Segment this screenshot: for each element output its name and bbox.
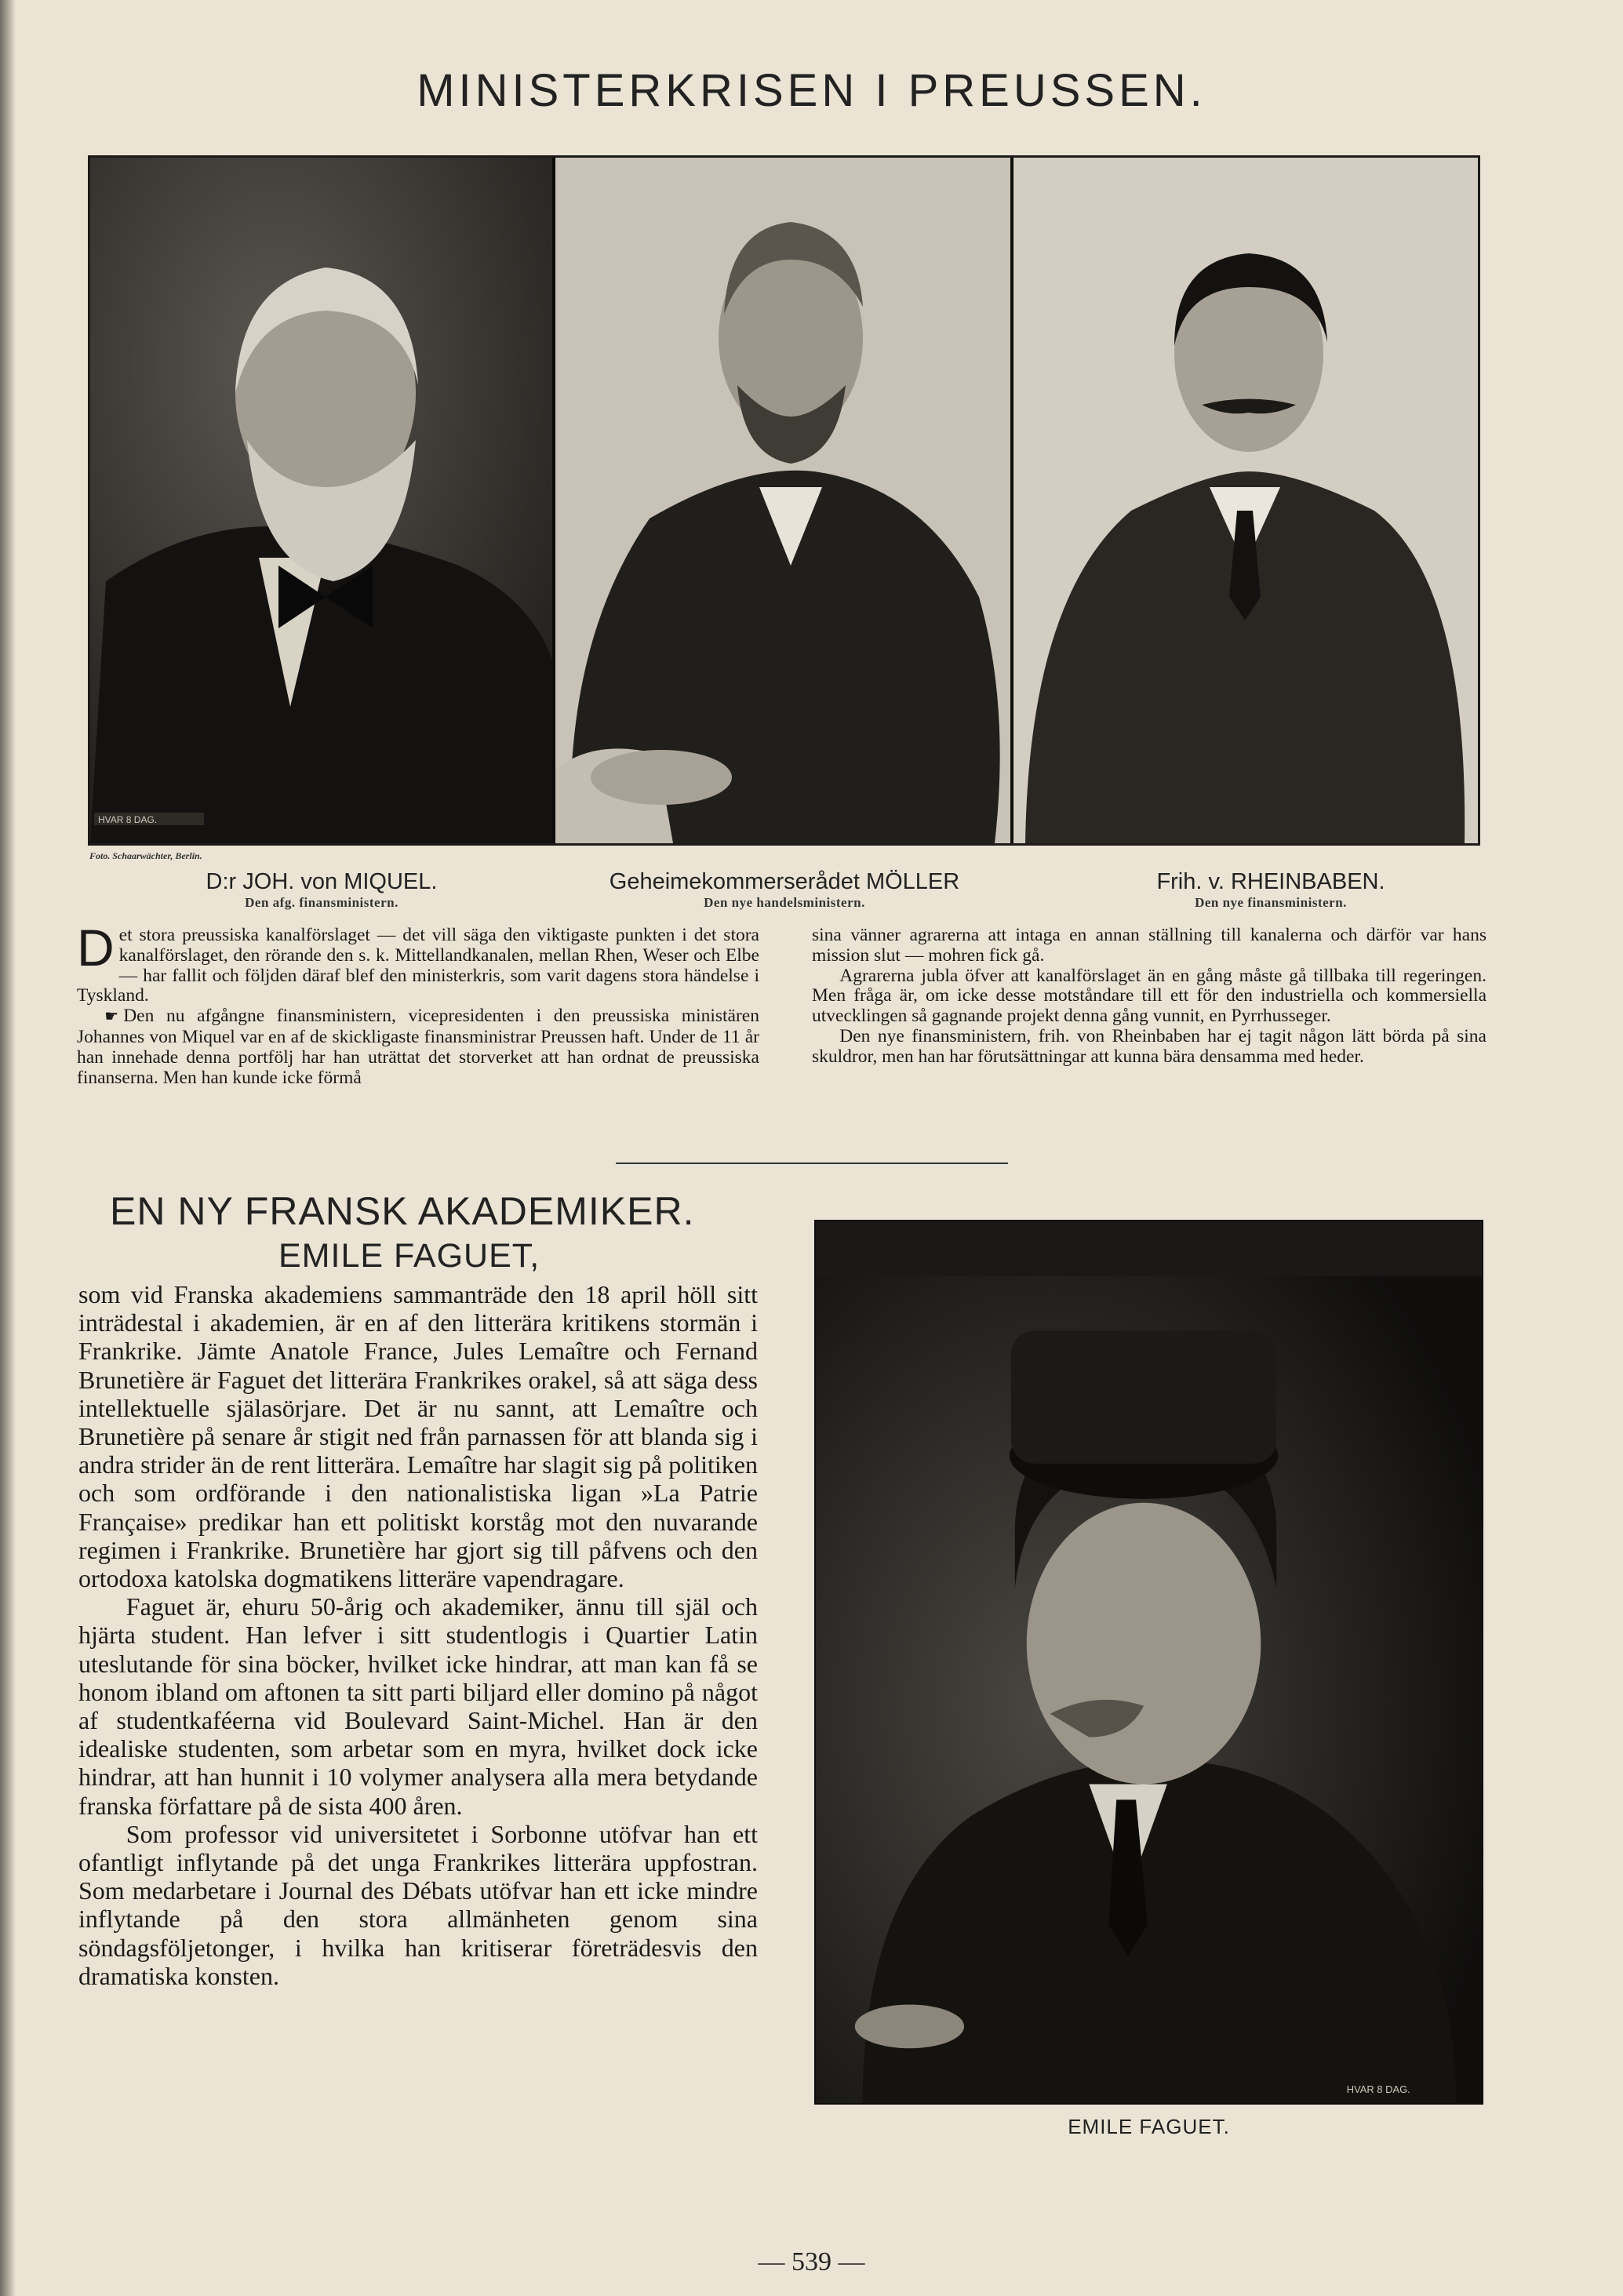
crisis-paragraph-2: Den nu afgångne finansministern, vicepresidenten i den preussiska ministären Johannes von Miquel var en af de skickligaste finansministrar Preussen haft. Under de 11 år han innehade denna portfölj har han uträttat det storverket att han ordnat de preussiska finanserna. Men han kunde icke förmå [77, 1006, 759, 1088]
page-number: — 539 — [758, 2247, 865, 2276]
caption-miquel-name: D:r JOH. von MIQUEL. [206, 869, 438, 894]
faguet-portrait-image [816, 1221, 1482, 2103]
photo-credit: Foto. Schaarwächter, Berlin. [89, 850, 202, 861]
portrait-panel [88, 155, 1480, 846]
akademiker-subheading: EMILE FAGUET, [278, 1237, 540, 1275]
crisis-paragraph-1: et stora preussiska kanalförslaget — det vill säga den viktigaste punkten i det stora kanalförslaget, den rörande den s. k. Mittellandkanalen, mellan Rhen, Weser och Elbe — har fallit och följden däraf blef den ministerkris, som varit dagens stora händelse i Tyskland. [77, 925, 759, 1006]
portrait-miquel-image [90, 158, 552, 843]
binding-edge [0, 0, 16, 2296]
caption-miquel-subtitle: Den afg. finansministern. [245, 895, 398, 911]
section-divider [616, 1163, 1008, 1164]
caption-moller [549, 869, 1020, 911]
portrait-miquel [90, 158, 552, 843]
crisis-column-right [812, 926, 1487, 1068]
dropcap: D [77, 919, 115, 977]
crisis-paragraph-4: Agrarerna jubla öfver att kanalförslaget än en gång måste gå tillbaka till regeringen. Men fråga är, om icke desse motståndare till ett för den industriella och kommersiella utvecklingen så gagnande projekt denna gång vunnit, en Pyrrhusseger. [812, 965, 1487, 1027]
caption-moller-name: Geheimekommerserådet MÖLLER [609, 869, 960, 894]
crisis-paragraph-5: Den nye finansministern, frih. von Rheinbaben har ej tagit någon lätt börda på sina skuldror, men han har förutsättningar att kunna bära densamma med heder. [812, 1025, 1487, 1067]
akademiker-paragraph-2: Faguet är, ehuru 50-årig och akademiker, ännu till själ och hjärta student. Han lefver i sitt studentlogis i Quartier Latin uteslutande för sina böcker, hvilket icke hindrar, att man kan få se honom ibland om aftonen ta sitt parti biljard eller domino på något af studentkaféerna vid Boulevard Saint-Michel. Han är den idealiske studenten, som arbetar som en myra, hvilket dock icke hindrar, att han hunnit i 10 volymer analysera alla mera betydande franska författare på de sista 400 åren. [78, 1592, 758, 1820]
crisis-paragraph-3: sina vänner agrarerna att intaga en annan ställning till kanalerna och därför var hans mission slut — mohren fick gå. [812, 925, 1487, 966]
akademiker-paragraph-3: Som professor vid universitetet i Sorbonne utöfvar han ett ofantligt inflytande på det unga Frankrikes litterära uppfostran. Som medarbetare i Journal des Débats utöfvar han ett icke mindre inflytande på den stora allmänheten genom sina söndagsföljetonger, i hvilka han kritiserar företrädesvis den dramatiska konsten. [78, 1819, 758, 1990]
portrait-moller-image [555, 158, 1010, 843]
caption-moller-subtitle: Den nye handelsministern. [704, 895, 865, 911]
akademiker-paragraph-1: som vid Franska akademiens sammanträde den 18 april höll sitt inträdestal i akademien, är en af den litterära kritikens stormän i Frankrike. Jämte Anatole France, Jules Lemaître och Fernand Brunetière är Faguet det litterära Frankrikes orakel, så att säga dess intellektuelle själasörjare. Det är nu sannt, att Lemaître och Brunetière på senare år stigit ned från parnassen för att blanda sig i andra strider än de rent litterära. Lemaître har slagit sig på politiken och som ordförande i den nationalistiska ligan »La Patrie Française» predikar han ett politiskt korståg mot den nuvarande regimen i Frankrike. Brunetière har gjort sig till påfvens och den ortodoxa katolska dogmatikens litteräre vapendragare. [78, 1280, 758, 1593]
caption-rheinbaben-subtitle: Den nye finansministern. [1195, 895, 1347, 911]
faguet-portrait [814, 1220, 1483, 2105]
page-title: MINISTERKRISEN I PREUSSEN. [417, 65, 1206, 116]
portrait-rheinbaben [1013, 158, 1478, 843]
crisis-column-left [77, 919, 759, 1088]
akademiker-heading: EN NY FRANSK AKADEMIKER. [110, 1189, 695, 1233]
akademiker-article [78, 1280, 758, 1990]
caption-miquel [141, 869, 502, 911]
portrait-moller [555, 158, 1010, 843]
faguet-watermark-text: HVAR 8 DAG. [1346, 2083, 1410, 2096]
pointing-hand-icon: ☛ [104, 1008, 119, 1026]
portrait-watermark-text: HVAR 8 DAG. [98, 814, 158, 825]
faguet-photo-caption: EMILE FAGUET. [1068, 2115, 1230, 2138]
portrait-rheinbaben-image [1013, 158, 1478, 843]
caption-rheinbaben-name: Frih. v. RHEINBABEN. [1156, 869, 1385, 894]
caption-rheinbaben [1090, 869, 1451, 911]
